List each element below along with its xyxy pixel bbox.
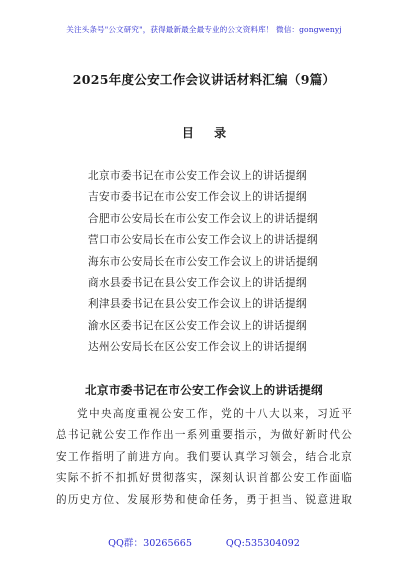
toc-item[interactable]: 营口市公安局长在市公安工作会议上的讲话提纲 — [88, 234, 318, 247]
body-line: 党中央高度重视公安工作，党的十八大以来，习近平 — [77, 408, 352, 420]
toc-item[interactable]: 商水县委书记在县公安工作会议上的讲话提纲 — [88, 276, 307, 289]
body-line: 总书记就公安工作作出一系列重要指示，为做好新时代公 — [56, 429, 352, 442]
body-line: 安工作指明了前进方向。我们要认真学习领会，结合北京 — [56, 450, 352, 463]
section-title: 北京市委书记在市公安工作会议上的讲话提纲 — [85, 383, 323, 397]
toc-item[interactable]: 达州公安局长在区公安工作会议上的讲话提纲 — [88, 341, 307, 354]
toc-item[interactable]: 吉安市委书记在市公安工作会议上的讲话提纲 — [88, 191, 307, 204]
toc-item[interactable]: 海东市公安局长在市公安工作会议上的讲话提纲 — [88, 255, 318, 268]
toc-item[interactable]: 渝水区委书记在区公安工作会议上的讲话提纲 — [88, 319, 307, 332]
toc-item[interactable]: 合肥市公安局长在市公安工作会议上的讲话提纲 — [88, 212, 318, 225]
footer-qq-number: QQ:535304092 — [225, 538, 300, 549]
toc-item[interactable]: 利津县委书记在县公安工作会议上的讲话提纲 — [88, 298, 307, 311]
footer-contact — [0, 535, 408, 549]
toc-item[interactable]: 北京市委书记在市公安工作会议上的讲话提纲 — [88, 170, 307, 182]
body-line: 实际不折不扣抓好贯彻落实，深刻认识首都公安工作面临 — [56, 472, 352, 485]
footer-qq-group: QQ群：30265665 — [108, 538, 192, 549]
table-of-contents — [88, 166, 318, 359]
body-line: 的历史方位、发展形势和使命任务，勇于担当、锐意进取 — [56, 493, 352, 506]
body-paragraph — [56, 404, 352, 511]
promo-banner: 关注头条号"公文研究"，获得最新最全最专业的公文资料库！ 微信：gongwenyj — [66, 25, 342, 34]
document-title: 2025年度公安工作会议讲话材料汇编（9篇） — [72, 72, 336, 87]
toc-heading: 目 录 — [181, 126, 235, 140]
